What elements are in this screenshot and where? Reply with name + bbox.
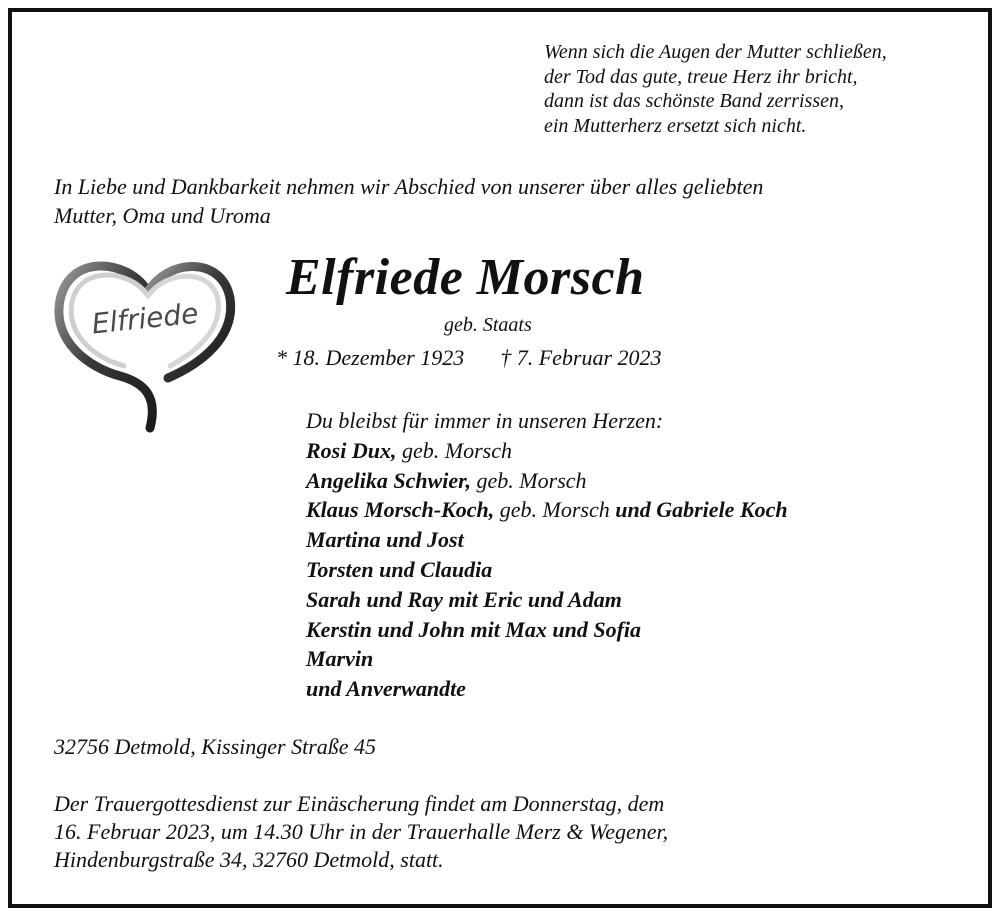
- mourner-name: Kerstin und John mit Max und Sofia: [306, 616, 642, 642]
- heart-label: Elfriede: [90, 296, 200, 341]
- mourner-name: Sarah und Ray mit Eric und Adam: [306, 586, 622, 612]
- death-date: † 7. Februar 2023: [500, 345, 662, 370]
- mourner-name: Martina und Jost: [306, 527, 464, 553]
- mourner-nee: geb. Morsch: [396, 437, 512, 463]
- life-dates: [276, 345, 662, 371]
- poem-line: ein Mutterherz ersetzt sich nicht.: [544, 114, 807, 137]
- mourners-list: [306, 406, 788, 704]
- list-item: [306, 615, 788, 645]
- mourner-partner: und Gabriele Koch: [609, 497, 788, 523]
- service-line: 16. Februar 2023, um 14.30 Uhr in der Trauerhalle Merz & Wegener,: [54, 819, 669, 844]
- mourner-name: Torsten und Claudia: [306, 556, 493, 582]
- mourner-name: und Anverwandte: [306, 676, 466, 702]
- poem-line: Wenn sich die Augen der Mutter schließen,: [544, 41, 887, 63]
- service-line: Der Trauergottesdienst zur Einäscherung findet am Donnerstag, dem: [54, 791, 665, 816]
- birth-date: * 18. Dezember 1923: [276, 345, 465, 370]
- intro-text: [54, 172, 763, 230]
- service-info: [54, 790, 668, 874]
- mourner-name: Marvin: [306, 646, 374, 672]
- mourner-nee: geb. Morsch: [471, 467, 587, 493]
- intro-line: In Liebe und Dankbarkeit nehmen wir Abschied von unserer über alles geliebten: [54, 174, 764, 199]
- list-item: [306, 525, 788, 555]
- mourner-name: Angelika Schwier,: [306, 467, 472, 493]
- mourner-name: Klaus Morsch-Koch,: [306, 497, 495, 523]
- poem-line: der Tod das gute, treue Herz ihr bricht,: [544, 65, 858, 88]
- heart-emblem: [50, 252, 240, 434]
- mourner-name: Rosi Dux,: [306, 437, 397, 463]
- list-item: [306, 674, 788, 704]
- list-item: [306, 466, 788, 496]
- list-item: [306, 555, 788, 585]
- poem: [544, 40, 887, 138]
- poem-line: dann ist das schönste Band zerrissen,: [544, 90, 844, 112]
- mourners-lead: Du bleibst für immer in unseren Herzen:: [306, 408, 664, 433]
- maiden-name: geb. Staats: [444, 314, 532, 336]
- list-item: [306, 495, 788, 525]
- family-address: 32756 Detmold, Kissinger Straße 45: [54, 734, 377, 759]
- list-item: [306, 644, 788, 674]
- list-item: [306, 585, 788, 615]
- mourner-nee: geb. Morsch: [494, 497, 610, 523]
- list-item: [306, 436, 788, 466]
- deceased-name: Elfriede Morsch: [286, 249, 645, 306]
- intro-line: Mutter, Oma und Uroma: [54, 203, 271, 228]
- service-line: Hindenburgstraße 34, 32760 Detmold, statt.: [54, 847, 444, 872]
- heart-icon: [50, 252, 240, 434]
